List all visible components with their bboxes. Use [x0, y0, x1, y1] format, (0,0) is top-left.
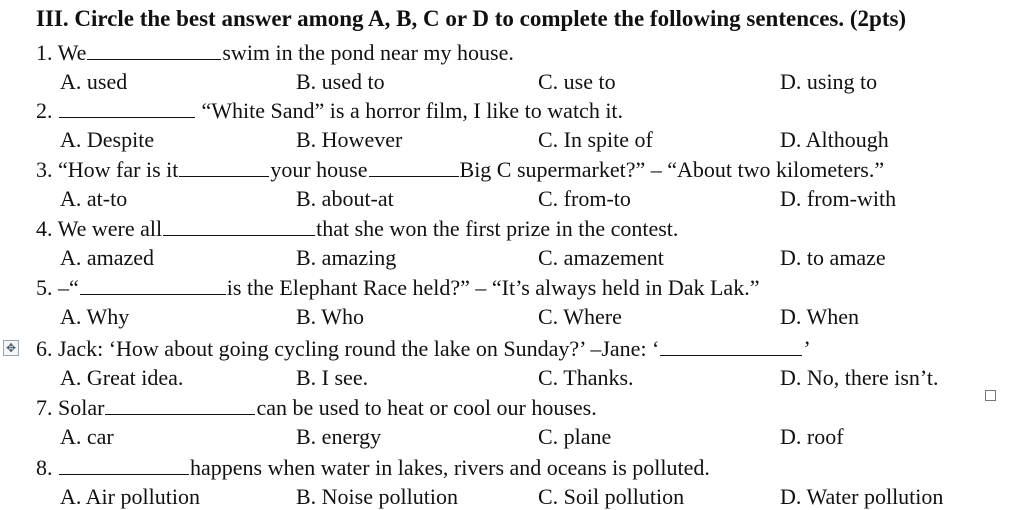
answer-blank	[59, 456, 189, 475]
question-5-text-b: is the Elephant Race held?” – “It’s always held in Dak Lak.”	[226, 275, 760, 300]
answer-blank	[59, 99, 195, 118]
option-d[interactable]: D. from-with	[780, 186, 897, 211]
question-3-text-b: your house	[270, 157, 368, 182]
question-8	[36, 455, 710, 481]
checkbox-icon	[985, 390, 996, 401]
section-heading: III. Circle the best answer among A, B, C or D to complete the following sentences. (2pts)	[36, 6, 907, 31]
option-a[interactable]: A. Despite	[60, 127, 155, 152]
option-c[interactable]: C. amazement	[538, 245, 664, 270]
question-5-text-a: 5. –“	[36, 275, 79, 300]
question-1-text-a: 1. We	[36, 40, 87, 65]
option-d[interactable]: D. When	[780, 304, 860, 329]
answer-blank	[163, 217, 315, 236]
option-c[interactable]: C. Thanks.	[538, 365, 634, 390]
option-c[interactable]: C. Where	[538, 304, 622, 329]
option-d[interactable]: D. to amaze	[780, 245, 886, 270]
table-move-handle-icon[interactable]: ✥	[3, 340, 19, 356]
question-5	[36, 275, 759, 301]
option-c[interactable]: C. use to	[538, 69, 616, 94]
option-a[interactable]: A. Air pollution	[60, 484, 200, 509]
option-d[interactable]: D. Water pollution	[780, 484, 944, 509]
question-3-text-c: Big C supermarket?” – “About two kilometers.”	[459, 157, 885, 182]
question-1-text-b: swim in the pond near my house.	[222, 40, 514, 65]
option-d[interactable]: D. No, there isn’t.	[780, 365, 939, 390]
option-a[interactable]: A. Great idea.	[60, 365, 184, 390]
option-a[interactable]: A. car	[60, 424, 114, 449]
option-b[interactable]: B. energy	[296, 424, 382, 449]
question-6-text-a: 6. Jack: ‘How about going cycling round the lake on Sunday?’ –Jane: ‘	[36, 336, 660, 361]
question-2-text-a: 2.	[36, 98, 53, 123]
option-c[interactable]: C. plane	[538, 424, 612, 449]
answer-blank	[80, 276, 226, 295]
option-d[interactable]: D. Although	[780, 127, 889, 152]
answer-blank	[87, 41, 221, 60]
question-6	[36, 336, 811, 362]
answer-blank	[660, 337, 802, 356]
question-2-text-b: “White Sand” is a horror film, I like to watch it.	[201, 98, 624, 123]
option-a[interactable]: A. Why	[60, 304, 130, 329]
option-b[interactable]: B. used to	[296, 69, 385, 94]
question-8-text-a: 8.	[36, 455, 53, 480]
option-b[interactable]: B. amazing	[296, 245, 397, 270]
option-b[interactable]: B. Who	[296, 304, 365, 329]
question-7	[36, 395, 597, 421]
question-8-text-b: happens when water in lakes, rivers and oceans is polluted.	[190, 455, 710, 480]
answer-blank	[179, 158, 269, 177]
option-c[interactable]: C. In spite of	[538, 127, 653, 152]
option-d[interactable]: D. roof	[780, 424, 844, 449]
question-7-text-b: can be used to heat or cool our houses.	[256, 395, 597, 420]
question-4	[36, 216, 678, 242]
option-a[interactable]: A. at-to	[60, 186, 128, 211]
question-4-text-a: 4. We were all	[36, 216, 163, 241]
option-b[interactable]: B. However	[296, 127, 403, 152]
question-2	[36, 98, 623, 124]
option-b[interactable]: B. I see.	[296, 365, 369, 390]
option-d[interactable]: D. using to	[780, 69, 878, 94]
option-c[interactable]: C. Soil pollution	[538, 484, 685, 509]
question-6-text-b: ’	[803, 336, 811, 361]
question-7-text-a: 7. Solar	[36, 395, 105, 420]
option-b[interactable]: B. Noise pollution	[296, 484, 458, 509]
option-c[interactable]: C. from-to	[538, 186, 631, 211]
answer-blank	[369, 158, 459, 177]
option-a[interactable]: A. amazed	[60, 245, 155, 270]
option-b[interactable]: B. about-at	[296, 186, 394, 211]
option-a[interactable]: A. used	[60, 69, 128, 94]
answer-blank	[105, 396, 255, 415]
question-1	[36, 40, 514, 66]
question-4-text-b: that she won the first prize in the contest.	[316, 216, 679, 241]
question-3-text-a: 3. “How far is it	[36, 157, 179, 182]
question-3	[36, 157, 884, 183]
